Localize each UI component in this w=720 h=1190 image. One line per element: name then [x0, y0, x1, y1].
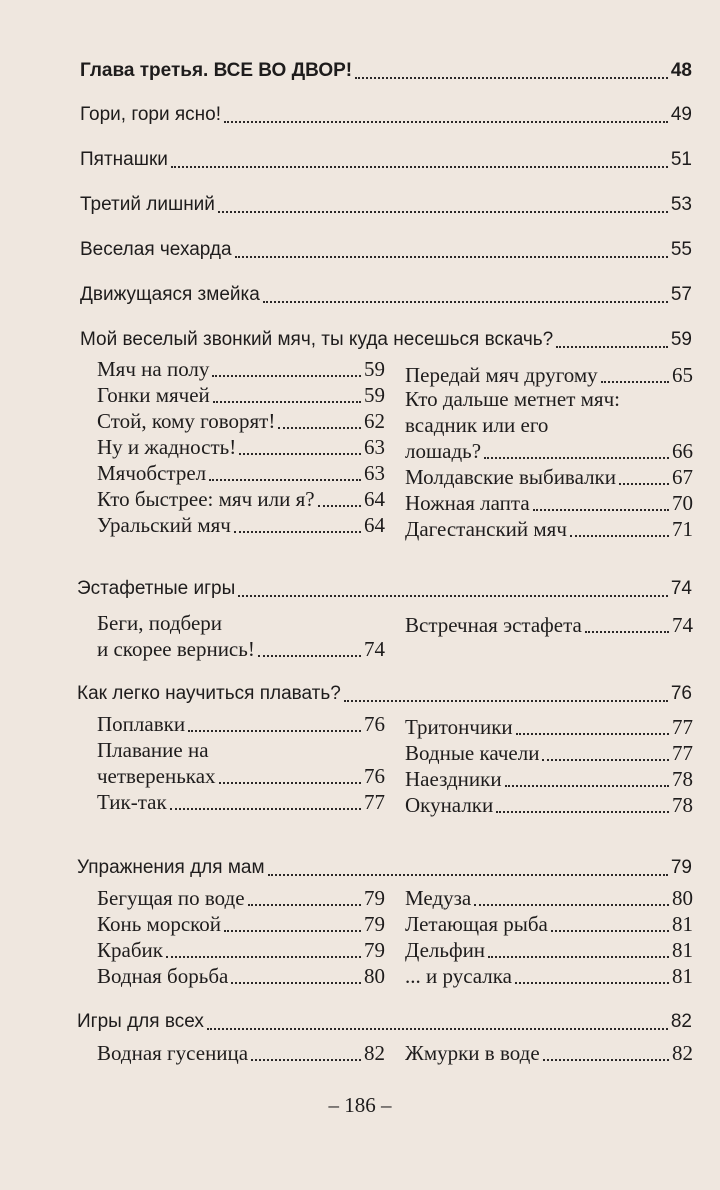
leader-dots: [318, 505, 361, 507]
leader-dots: [258, 655, 361, 657]
leader-dots: [533, 509, 669, 511]
leader-dots: [505, 785, 669, 787]
toc-subentry: Водные качели 77: [405, 741, 693, 765]
toc-subentry: Окуналки 78: [405, 793, 693, 817]
toc-subentry: Бегущая по воде 79: [97, 886, 385, 910]
leader-dots: [551, 930, 669, 932]
leader-dots: [570, 535, 669, 537]
toc-entry: Веселая чехарда 55: [80, 239, 692, 260]
toc-subentry: лошадь? 66: [405, 439, 693, 463]
toc-entry: Упражнения для мам 79: [77, 857, 692, 878]
toc-subentry: Поплавки 76: [97, 712, 385, 736]
toc-entry: Пятнашки 51: [80, 149, 692, 170]
toc-subentry: Передай мяч другому 65: [405, 363, 693, 387]
toc-subentry: Медуза 80: [405, 886, 693, 910]
toc-subentry: и скорее вернись! 74: [97, 637, 385, 661]
leader-dots: [484, 457, 669, 459]
toc-subentry: Водная гусеница 82: [97, 1041, 385, 1065]
leader-dots: [619, 483, 669, 485]
toc-subentry: Крабик 79: [97, 938, 385, 962]
leader-dots: [268, 874, 668, 876]
leader-dots: [496, 811, 669, 813]
leader-dots: [213, 401, 361, 403]
leader-dots: [474, 904, 669, 906]
leader-dots: [170, 808, 361, 810]
toc-entry: Мой веселый звонкий мяч, ты куда несешься вскачь? 59: [80, 329, 692, 350]
toc-subentry: Тритончики 77: [405, 715, 693, 739]
toc-subentry: Водная борьба 80: [97, 964, 385, 988]
leader-dots: [515, 982, 669, 984]
leader-dots: [166, 956, 361, 958]
toc-subentry: Гонки мячей 59: [97, 383, 385, 407]
leader-dots: [219, 782, 361, 784]
toc-subentry: Жмурки в воде 82: [405, 1041, 693, 1065]
leader-dots: [234, 531, 361, 533]
toc-entry: Эстафетные игры 74: [77, 578, 692, 599]
toc-subentry: Встречная эстафета 74: [405, 613, 693, 637]
leader-dots: [207, 1028, 668, 1030]
leader-dots: [278, 427, 361, 429]
toc-entry: Гори, гори ясно! 49: [80, 104, 692, 125]
toc-subentry-continued: Плавание на: [97, 738, 209, 762]
leader-dots: [601, 381, 669, 383]
leader-dots: [238, 595, 668, 597]
toc-subentry: Дельфин 81: [405, 938, 693, 962]
toc-subentry: Летающая рыба 81: [405, 912, 693, 936]
toc-subentry-continued: всадник или его: [405, 413, 549, 437]
leader-dots: [224, 930, 361, 932]
leader-dots: [344, 700, 668, 702]
leader-dots: [543, 1059, 669, 1061]
toc-subentry: Кто быстрее: мяч или я? 64: [97, 487, 385, 511]
toc-subentry: Наездники 78: [405, 767, 693, 791]
toc-entry-chapter-three: Глава третья. ВСЕ ВО ДВОР! 48: [80, 60, 692, 81]
toc-entry: Третий лишний 53: [80, 194, 692, 215]
toc-subentry-continued: Кто дальше метнет мяч:: [405, 387, 620, 411]
leader-dots: [235, 256, 668, 258]
toc-subentry: Дагестанский мяч 71: [405, 517, 693, 541]
leader-dots: [248, 904, 361, 906]
toc-subentry: Мяч на полу 59: [97, 357, 385, 381]
toc-subentry: Ну и жадность! 63: [97, 435, 385, 459]
leader-dots: [516, 733, 669, 735]
leader-dots: [239, 453, 361, 455]
page-number: – 186 –: [328, 1093, 392, 1117]
toc-subentry: Ножная лапта 70: [405, 491, 693, 515]
toc-subentry-continued: Беги, подбери: [97, 611, 223, 635]
toc-subentry: Тик-так 77: [97, 790, 385, 814]
leader-dots: [212, 375, 361, 377]
leader-dots: [209, 479, 361, 481]
toc-entry: Движущаяся змейка 57: [80, 284, 692, 305]
toc-subentry: Мячобстрел 63: [97, 461, 385, 485]
leader-dots: [585, 631, 669, 633]
toc-subentry: Уральский мяч 64: [97, 513, 385, 537]
leader-dots: [488, 956, 669, 958]
leader-dots: [556, 346, 668, 348]
toc-subentry: Конь морской 79: [97, 912, 385, 936]
toc-subentry: Стой, кому говорят! 62: [97, 409, 385, 433]
leader-dots: [355, 77, 668, 79]
leader-dots: [231, 982, 361, 984]
toc-entry: Игры для всех 82: [77, 1011, 692, 1032]
toc-subentry: ... и русалка 81: [405, 964, 693, 988]
leader-dots: [224, 121, 668, 123]
toc-subentry: Молдавские выбивалки 67: [405, 465, 693, 489]
leader-dots: [171, 166, 668, 168]
leader-dots: [251, 1059, 361, 1061]
toc-entry: Как легко научиться плавать? 76: [77, 683, 692, 704]
leader-dots: [542, 759, 669, 761]
leader-dots: [263, 301, 668, 303]
leader-dots: [218, 211, 668, 213]
toc-subentry: четвереньках 76: [97, 764, 385, 788]
leader-dots: [188, 730, 361, 732]
